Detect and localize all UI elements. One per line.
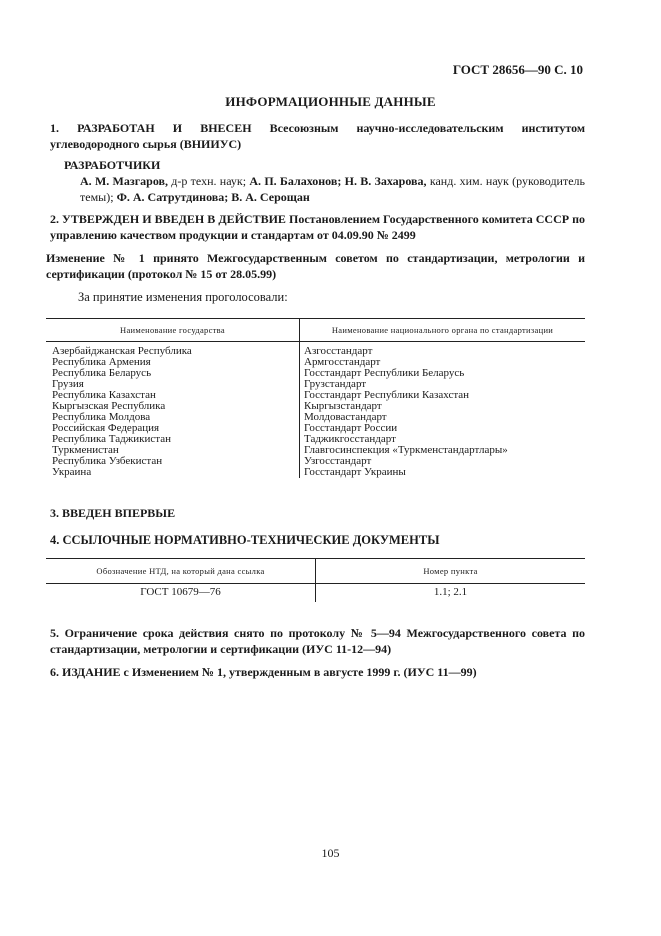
standards-body: Госстандарт Республики Беларусь bbox=[304, 367, 465, 379]
section-3-number: 3. bbox=[50, 506, 59, 520]
amendment-note: Изменение № 1 принято Межгосударственным советом по стандартизации, метрологии и сертификации (протокол № 15 от 28.05.99) bbox=[46, 251, 585, 281]
standards-body: Армгосстандарт bbox=[304, 356, 381, 368]
developers-list bbox=[64, 173, 585, 205]
state-name: Туркменистан bbox=[52, 444, 119, 456]
references-header-clause: Номер пункта bbox=[316, 559, 586, 584]
section-5 bbox=[50, 625, 585, 657]
state-name: Республика Армения bbox=[52, 356, 151, 368]
section-2-text: Постановлением Государственного комитета СССР по управлению качеством продукции и стандартам от 04.09.90 № 2499 bbox=[50, 212, 586, 242]
state-name: Республика Казахстан bbox=[52, 389, 156, 401]
states-table-header-state: Наименование государства bbox=[46, 319, 300, 342]
standards-body: Госстандарт Украины bbox=[304, 466, 406, 478]
standards-body: Госстандарт России bbox=[304, 422, 398, 434]
state-name: Кыргызская Республика bbox=[52, 400, 166, 412]
developer-name: А. М. Мазгаров, bbox=[80, 174, 169, 188]
section-6 bbox=[50, 664, 585, 680]
page-title: ИНФОРМАЦИОННЫЕ ДАННЫЕ bbox=[225, 94, 436, 109]
section-4-text: ССЫЛОЧНЫЕ НОРМАТИВНО-ТЕХНИЧЕСКИЕ ДОКУМЕНТЫ bbox=[62, 533, 440, 547]
state-name: Российская Федерация bbox=[52, 422, 160, 434]
standards-body: Азгосстандарт bbox=[304, 345, 373, 357]
developers-block bbox=[64, 157, 585, 205]
section-1-lead: РАЗРАБОТАН И ВНЕСЕН bbox=[77, 121, 252, 135]
section-1-text: Всесоюзным научно-исследовательским институтом углеводородного сырья (ВНИИУС) bbox=[50, 121, 586, 151]
standards-body: Кыргызстандарт bbox=[304, 400, 382, 412]
references-header-doc: Обозначение НТД, на который дана ссылка bbox=[46, 559, 316, 584]
reference-doc: ГОСТ 10679—76 bbox=[46, 584, 316, 603]
section-4-number: 4. bbox=[50, 533, 60, 547]
section-4 bbox=[50, 532, 585, 548]
state-name: Республика Узбекистан bbox=[52, 455, 163, 467]
states-table-header-body: Наименование национального органа по стандартизации bbox=[300, 319, 586, 342]
state-name: Украина bbox=[52, 466, 92, 478]
state-name: Республика Беларусь bbox=[52, 367, 152, 379]
section-2-lead: УТВЕРЖДЕН И ВВЕДЕН В ДЕЙСТВИЕ bbox=[62, 212, 286, 226]
section-2-number: 2. bbox=[50, 212, 59, 226]
developer-role: д-р техн. наук; bbox=[168, 174, 250, 188]
bodies-column bbox=[300, 342, 586, 479]
section-5-number: 5. bbox=[50, 626, 59, 640]
section-2 bbox=[50, 211, 585, 243]
table-row bbox=[46, 584, 585, 603]
section-1-number: 1. bbox=[50, 121, 59, 135]
voted-label: За принятие изменения проголосовали: bbox=[78, 290, 288, 304]
section-1 bbox=[50, 120, 585, 152]
references-table bbox=[46, 558, 585, 602]
reference-clause: 1.1; 2.1 bbox=[433, 586, 468, 598]
developer-role: канд. хим. наук (руководитель темы); bbox=[80, 174, 586, 204]
section-6-text: ИЗДАНИЕ с Изменением № 1, утвержденным в августе 1999 г. (ИУС 11—99) bbox=[62, 665, 477, 679]
section-3 bbox=[50, 505, 585, 521]
state-name: Азербайджанская Республика bbox=[52, 345, 192, 357]
standards-body: Молдовастандарт bbox=[304, 411, 387, 423]
section-6-number: 6. bbox=[50, 665, 59, 679]
developers-heading: РАЗРАБОТЧИКИ bbox=[64, 158, 161, 172]
page-number: 105 bbox=[321, 846, 340, 860]
section-3-text: ВВЕДЕН ВПЕРВЫЕ bbox=[62, 506, 176, 520]
state-name: Республика Молдова bbox=[52, 411, 151, 423]
states-table bbox=[46, 318, 585, 478]
standards-body: Госстандарт Республики Казахстан bbox=[304, 389, 470, 401]
state-name: Грузия bbox=[52, 378, 84, 390]
standards-body: Грузстандарт bbox=[304, 378, 367, 390]
states-column bbox=[46, 342, 300, 479]
standards-body: Таджикгосстандарт bbox=[304, 433, 396, 445]
section-5-text: Ограничение срока действия снято по протоколу № 5—94 Межгосударственного совета по стандартизации, метрологии и сертификации (ИУС 11-12—94) bbox=[50, 626, 585, 656]
state-name: Республика Таджикистан bbox=[52, 433, 171, 445]
document-reference: ГОСТ 28656—90 С. 10 bbox=[452, 62, 583, 77]
standards-body: Главгосинспекция «Туркменстандартлары» bbox=[304, 444, 508, 456]
standards-body: Узгосстандарт bbox=[304, 455, 372, 467]
developer-name: А. П. Балахонов; Н. В. Захарова, bbox=[249, 174, 427, 188]
developer-name: Ф. А. Сатрутдинова; В. А. Серощан bbox=[116, 190, 310, 204]
